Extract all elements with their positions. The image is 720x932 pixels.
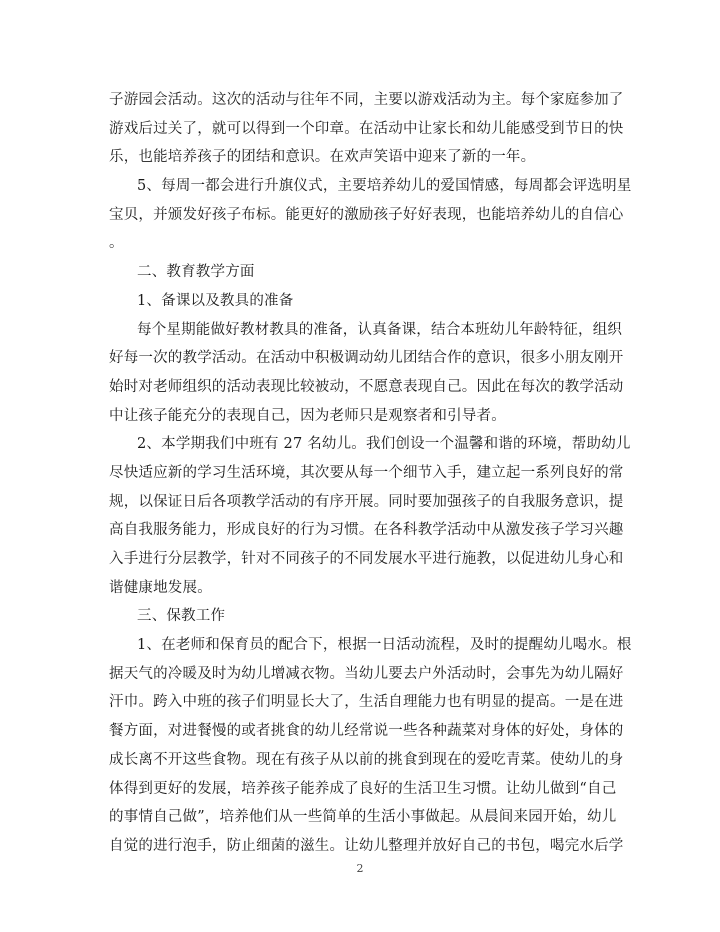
text-line: 规，以保证日后各项教学活动的有序开展。同时要加强孩子的自我服务意识，提: [109, 493, 624, 510]
text-line: 每个星期能做好教材教具的准备，认真备课，结合本班幼儿年龄特征，组织: [137, 321, 623, 338]
text-line: 5、每周一都会进行升旗仪式，主要培养幼儿的爱国情感，每周都会评选明星: [137, 178, 632, 195]
text-line: 自觉的进行泡手，防止细菌的滋生。让幼儿整理并放好自己的书包，喝完水后学: [109, 837, 624, 854]
text-line: 游戏后过关了，就可以得到一个印章。在活动中让家长和幼儿能感受到节日的快: [109, 120, 624, 137]
text-line: 中让孩子能充分的表现自己，因为老师只是观察者和引导者。: [109, 407, 506, 424]
text-line: 谐健康地发展。: [109, 579, 212, 596]
text-line: 2、本学期我们中班有 27 名幼儿。我们创设一个温馨和谐的环境，帮助幼儿: [137, 436, 631, 453]
text-line: 的事情自己做”，培养他们从一些简单的生活小事做起。从晨间来园开始，幼儿: [109, 809, 617, 826]
text-line: 三、保教工作: [137, 608, 226, 625]
text-line: 。: [109, 235, 124, 252]
text-line: 1、在老师和保育员的配合下，根据一日活动流程，及时的提醒幼儿喝水。根: [137, 637, 632, 654]
text-line: 汗巾。跨入中班的孩子们明显长大了，生活自理能力也有明显的提高。一是在进: [109, 694, 624, 711]
text-line: 体得到更好的发展，培养孩子能养成了良好的生活卫生习惯。让幼儿做到“自己: [109, 780, 617, 797]
text-line: 始时对老师组织的活动表现比较被动，不愿意表现自己。因此在每次的教学活动: [109, 378, 624, 395]
text-line: 尽快适应新的学习生活环境，其次要从每一个细节入手，建立起一系列良好的常: [109, 464, 624, 481]
text-line: 成长离不开这些食物。现在有孩子从以前的挑食到现在的爱吃青菜。使幼儿的身: [109, 751, 624, 768]
text-line: 据天气的冷暖及时为幼儿增减衣物。当幼儿要去户外活动时，会事先为幼儿隔好: [109, 665, 624, 682]
text-line: 宝贝，并颁发好孩子布标。能更好的激励孩子好好表现，也能培养幼儿的自信心: [109, 206, 624, 223]
text-line: 餐方面，对进餐慢的或者挑食的幼儿经常说一些各种蔬菜对身体的好处，身体的: [109, 723, 624, 740]
document-body: [109, 86, 632, 861]
text-line: 1、备课以及教具的准备: [137, 292, 294, 309]
text-line: 二、教育教学方面: [137, 264, 255, 281]
text-line: 入手进行分层教学，针对不同孩子的不同发展水平进行施教，以促进幼儿身心和: [109, 551, 624, 567]
text-line: 子游园会活动。这次的活动与往年不同，主要以游戏活动为主。每个家庭参加了: [109, 92, 624, 108]
text-line: 乐，也能培养孩子的团结和意识。在欢声笑语中迎来了新的一年。: [109, 149, 536, 166]
text-line: 高自我服务能力，形成良好的行为习惯。在各科教学活动中从激发孩子学习兴趣: [109, 522, 624, 539]
text-line: 好每一次的教学活动。在活动中积极调动幼儿团结合作的意识，很多小朋友刚开: [109, 350, 624, 367]
page-number: 2: [356, 862, 364, 875]
